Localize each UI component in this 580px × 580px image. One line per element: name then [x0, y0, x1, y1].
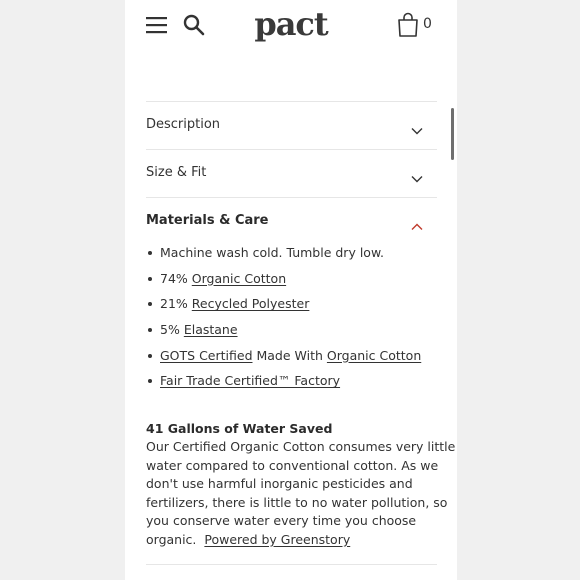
accordion-materials-care[interactable]	[146, 198, 437, 244]
scrollbar-thumb[interactable]	[451, 108, 454, 160]
accordion-size-fit[interactable]	[146, 150, 437, 196]
list-item	[146, 347, 437, 373]
description-line: water compared to conventional cotton. As we	[146, 457, 439, 473]
accordion-description[interactable]	[146, 102, 437, 148]
organic-cotton-link[interactable]: Organic Cotton	[326, 347, 422, 363]
material-percent: 74%	[160, 270, 188, 286]
site-header	[125, 0, 457, 52]
made-with-text: Made With	[256, 347, 323, 363]
cart-count: 0	[423, 16, 432, 32]
material-percent: 21%	[160, 296, 188, 312]
organic-cotton-link[interactable]: Organic Cotton	[191, 270, 287, 286]
description-line: fertilizers, there is little to no water pollution, so	[146, 494, 448, 510]
accordion-description-label: Description	[146, 117, 221, 132]
product-details-panel	[125, 0, 457, 580]
material-percent: 5%	[160, 322, 180, 338]
gots-certified-link[interactable]: GOTS Certified	[160, 347, 253, 363]
powered-by-greenstory-link[interactable]: Powered by Greenstory	[204, 531, 351, 547]
description-line: you conserve water every time you choose	[146, 513, 417, 529]
divider	[146, 564, 437, 565]
water-saved-heading: 41 Gallons of Water Saved	[146, 421, 333, 436]
description-line: don't use harmful inorganic pesticides and	[146, 476, 413, 492]
chevron-down-icon	[411, 120, 423, 128]
chevron-up-icon	[411, 216, 423, 224]
recycled-polyester-link[interactable]: Recycled Polyester	[191, 296, 310, 312]
search-icon[interactable]	[182, 13, 206, 37]
shopping-bag-icon[interactable]	[397, 12, 419, 38]
list-item	[146, 321, 437, 347]
fair-trade-certified-link[interactable]: Fair Trade Certified™ Factory	[160, 373, 341, 389]
water-saved-description	[146, 438, 456, 550]
materials-list	[146, 244, 437, 398]
description-line: Our Certified Organic Cotton consumes very little	[146, 439, 456, 454]
hamburger-menu-icon[interactable]	[146, 14, 168, 36]
elastane-link[interactable]: Elastane	[183, 322, 238, 338]
list-item	[146, 295, 437, 321]
chevron-down-icon	[411, 168, 423, 176]
accordion-size-fit-label: Size & Fit	[146, 165, 207, 180]
description-line	[146, 531, 437, 550]
care-instructions: Machine wash cold. Tumble dry low.	[160, 245, 384, 260]
list-item	[146, 270, 437, 296]
brand-logo[interactable]: pact	[254, 5, 328, 43]
list-item	[146, 244, 437, 270]
accordion-materials-care-label: Materials & Care	[146, 213, 269, 228]
description-line-prefix: organic.	[146, 531, 197, 547]
list-item	[146, 372, 437, 398]
